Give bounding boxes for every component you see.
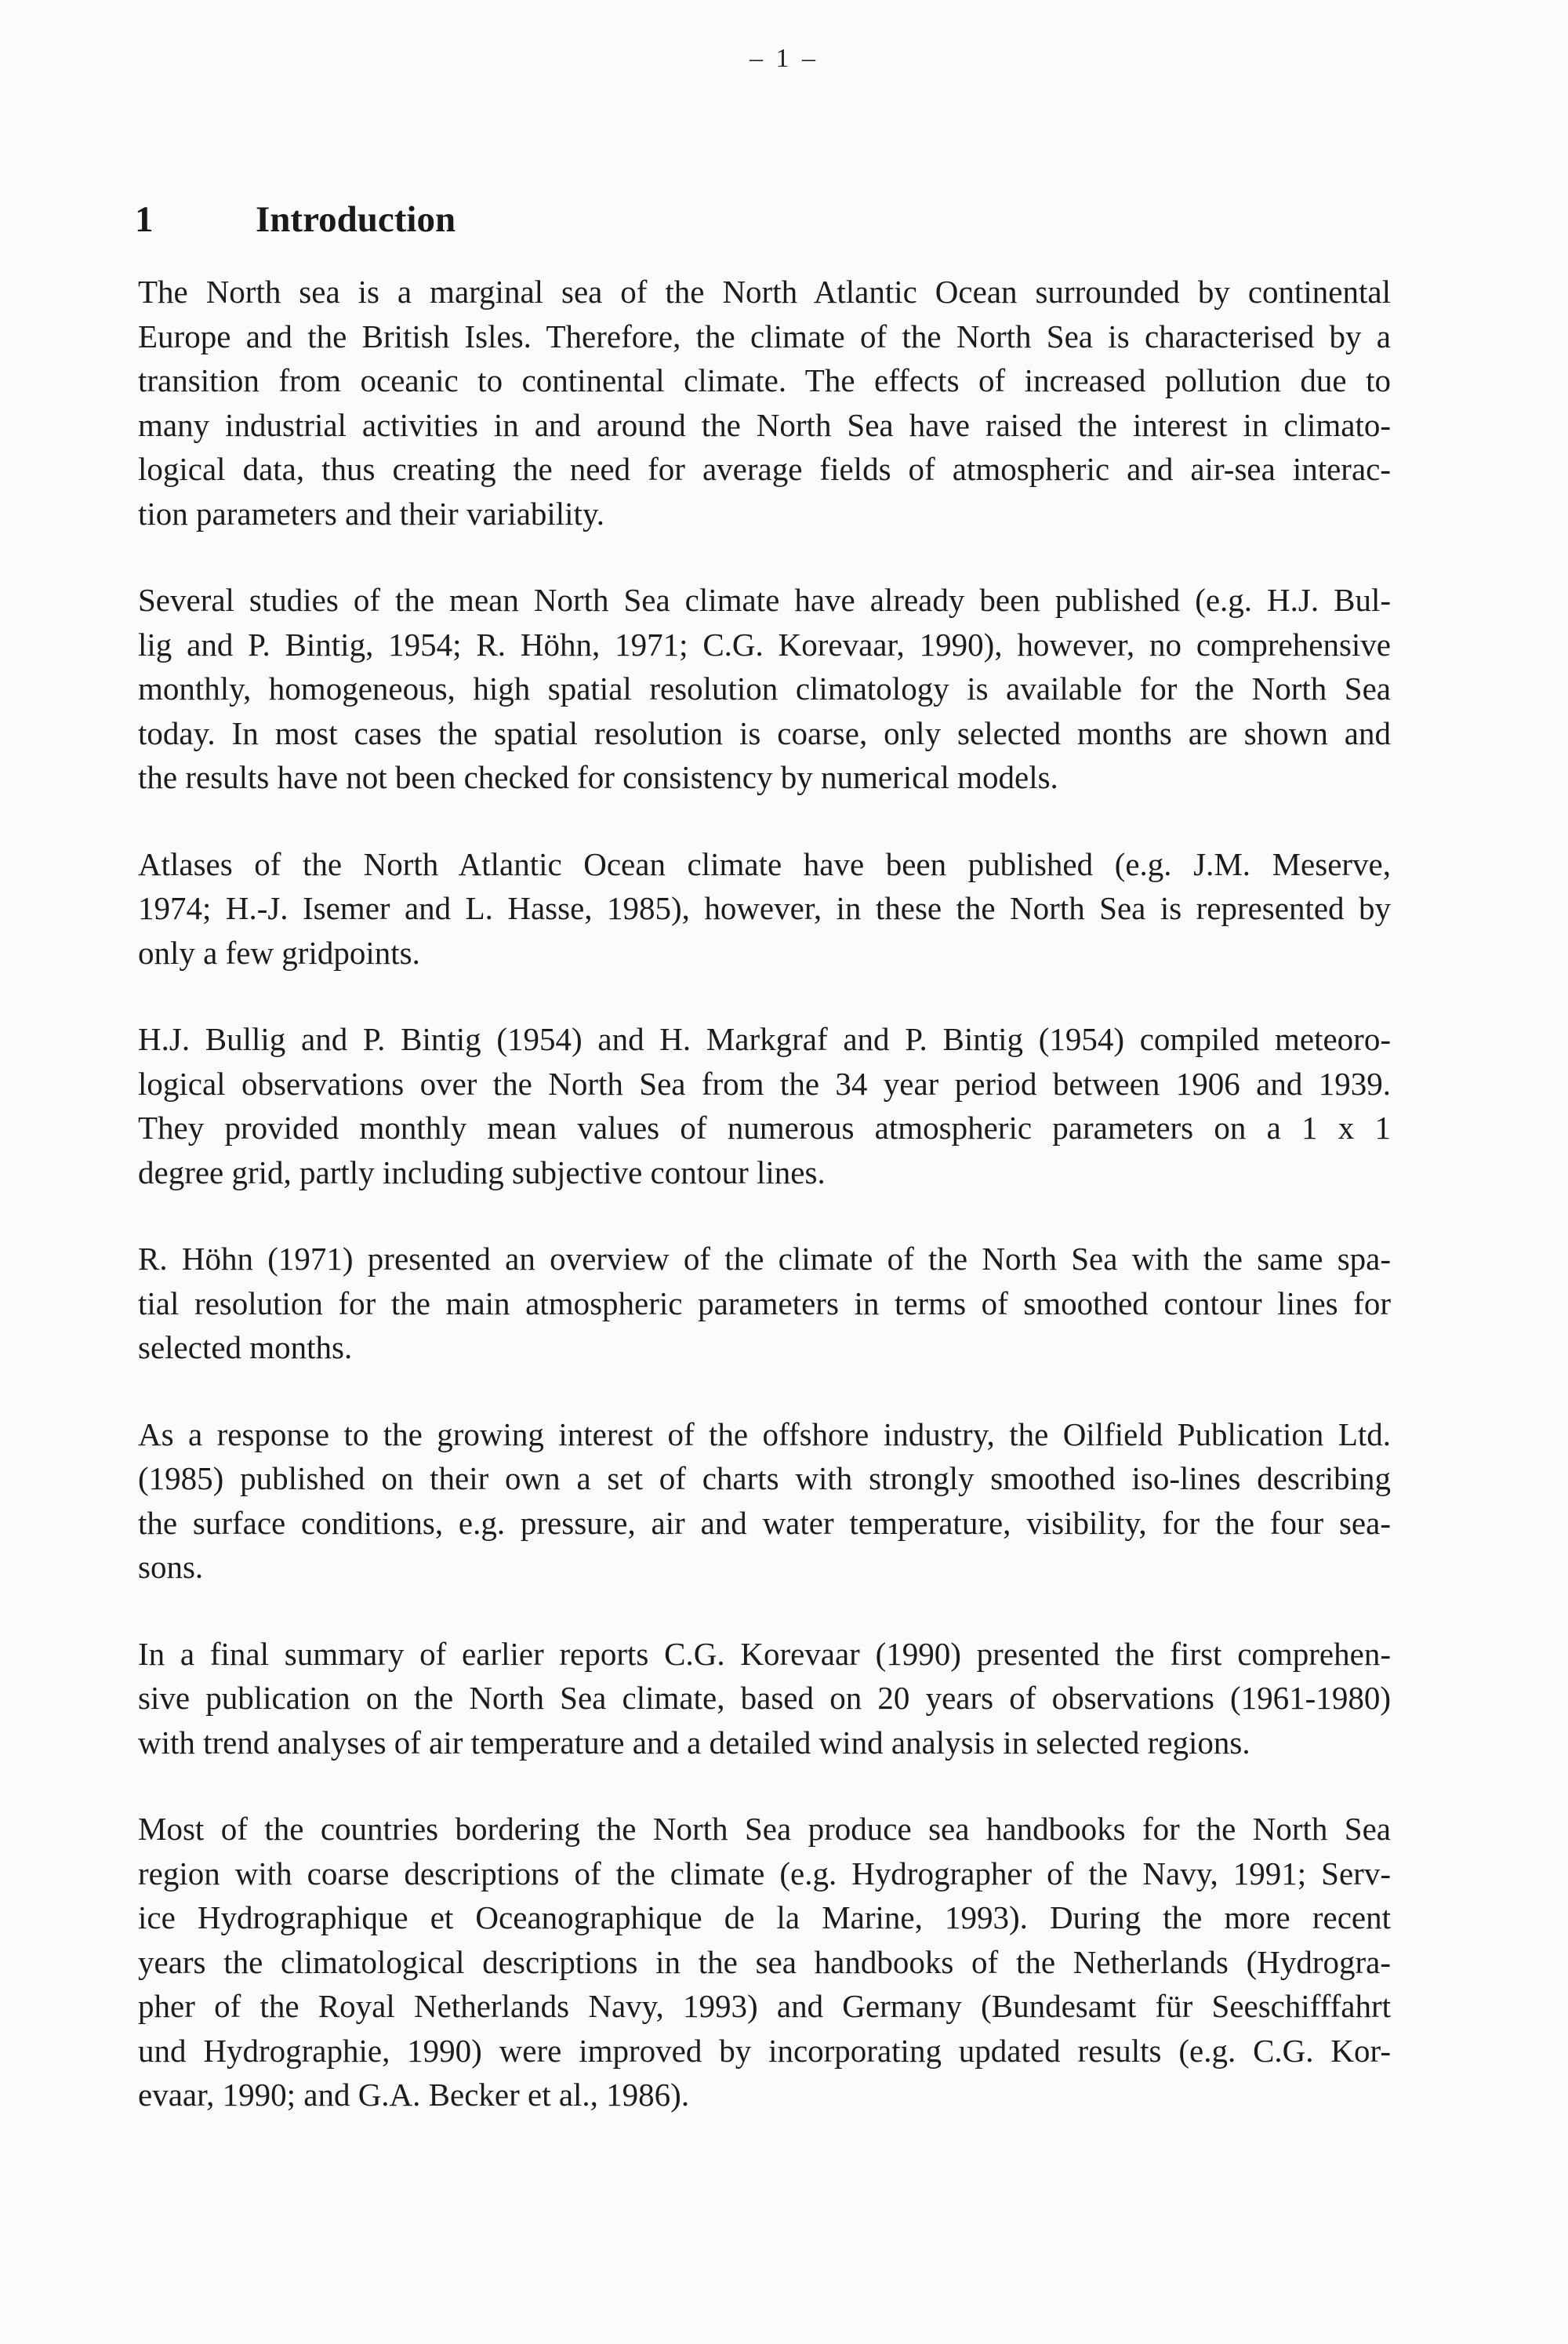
paragraph-6 (138, 1412, 1391, 1590)
paragraph-8 (138, 1807, 1391, 2117)
text-line: degree grid, partly including subjective contour lines. (138, 1154, 826, 1190)
text-line: lig and P. Bintig, 1954; R. Höhn, 1971; C.G. Korevaar, 1990), however, no comprehensive (138, 626, 1391, 663)
text-line: today. In most cases the spatial resolution is coarse, only selected months are shown and (138, 714, 1391, 751)
text-line: region with coarse descriptions of the climate (e.g. Hydrographer of the Navy, 1991; Serv- (138, 1855, 1391, 1892)
paragraph-3 (138, 842, 1391, 976)
text-line: many industrial activities in and around the North Sea have raised the interest in climato- (138, 406, 1391, 443)
text-line: Europe and the British Isles. Therefore, the climate of the North Sea is characterised by a (138, 318, 1391, 354)
text-line: only a few gridpoints. (138, 934, 420, 971)
text-line: 1974; H.-J. Isemer and L. Hasse, 1985), however, in these the North Sea is represented by (138, 890, 1391, 926)
text-line: (1985) published on their own a set of charts with strongly smoothed iso-lines describing (138, 1460, 1391, 1496)
paragraph-1 (138, 270, 1391, 536)
text-line: Atlases of the North Atlantic Ocean climate have been published (e.g. J.M. Meserve, (138, 845, 1391, 882)
text-line: with trend analyses of air temperature and a detailed wind analysis in selected regions. (138, 1724, 1250, 1761)
text-line: sons. (138, 1549, 204, 1585)
text-line: H.J. Bullig and P. Bintig (1954) and H. Markgraf and P. Bintig (1954) compiled meteoro- (138, 1021, 1391, 1057)
section-title: Introduction (256, 199, 456, 241)
paragraph-7 (138, 1632, 1391, 1765)
body-text (138, 270, 1391, 2160)
text-line: Several studies of the mean North Sea climate have already been published (e.g. H.J. Bul- (138, 582, 1391, 618)
text-line: In a final summary of earlier reports C.G. Korevaar (1990) presented the first comprehen- (138, 1635, 1391, 1672)
section-number: 1 (135, 199, 154, 241)
text-line: logical observations over the North Sea from the 34 year period between 1906 and 1939. (138, 1065, 1391, 1102)
text-line: They provided monthly mean values of numerous atmospheric parameters on a 1 x 1 (138, 1110, 1391, 1146)
text-line: selected months. (138, 1329, 353, 1365)
text-line: sive publication on the North Sea climate, based on 20 years of observations (1961-1980) (138, 1680, 1391, 1716)
text-line: tion parameters and their variability. (138, 495, 605, 532)
text-line: logical data, thus creating the need for average fields of atmospheric and air-sea interac- (138, 451, 1391, 487)
paragraph-5 (138, 1237, 1391, 1370)
text-line: tial resolution for the main atmospheric parameters in terms of smoothed contour lines for (138, 1285, 1391, 1321)
text-line: evaar, 1990; and G.A. Becker et al., 1986). (138, 2077, 690, 2113)
text-line: und Hydrographie, 1990) were improved by incorporating updated results (e.g. C.G. Kor- (138, 2032, 1391, 2069)
text-line: transition from oceanic to continental climate. The effects of increased pollution due to (138, 362, 1391, 398)
text-line: The North sea is a marginal sea of the North Atlantic Ocean surrounded by continental (138, 274, 1391, 310)
text-line: the surface conditions, e.g. pressure, air and water temperature, visibility, for the four sea- (138, 1504, 1391, 1541)
text-line: ice Hydrographique et Oceanographique de la Marine, 1993). During the more recent (138, 1899, 1391, 1935)
text-line: R. Höhn (1971) presented an overview of the climate of the North Sea with the same spa- (138, 1241, 1391, 1277)
paragraph-2 (138, 578, 1391, 800)
text-line: monthly, homogeneous, high spatial resolution climatology is available for the North Sea (138, 670, 1391, 707)
text-line: pher of the Royal Netherlands Navy, 1993) and Germany (Bundesamt für Seeschifffahrt (138, 1988, 1391, 2024)
text-line: As a response to the growing interest of the offshore industry, the Oilfield Publication Ltd. (138, 1415, 1391, 1452)
text-line: years the climatological descriptions in the sea handbooks of the Netherlands (Hydrogra- (138, 1943, 1391, 1980)
page-number: – 1 – (750, 44, 818, 73)
text-line: Most of the countries bordering the North Sea produce sea handbooks for the North Sea (138, 1811, 1391, 1847)
paragraph-4 (138, 1017, 1391, 1194)
section-heading (135, 198, 456, 241)
text-line: the results have not been checked for consistency by numerical models. (138, 759, 1058, 795)
